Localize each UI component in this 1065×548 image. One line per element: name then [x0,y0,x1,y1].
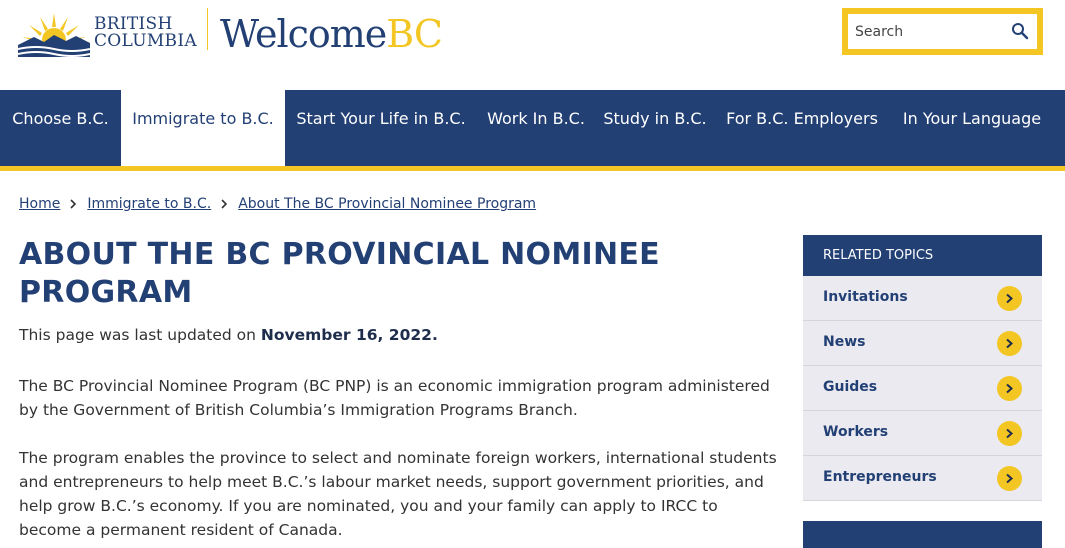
program-paragraph: The program enables the province to select and nominate foreign workers, international students and entrepreneurs to help meet B.C.’s labour market needs, support government priorities, and help grow B.C.’s economy. If you are nominated, you and your family can apply to IRCC to become a permanent resident of Canada. [19,449,777,539]
nav-item-study-in-bc[interactable]: Study in B.C. [603,109,707,128]
british-columbia-wordmark [94,16,197,50]
nav-item-choose-bc[interactable]: Choose B.C. [12,109,109,128]
chevron-right-icon [997,421,1022,446]
last-updated-prefix: This page was last updated on [19,326,261,344]
related-topic-label: Entrepreneurs [823,469,937,485]
last-updated [19,326,438,344]
sidebar-next-block [803,521,1042,548]
breadcrumb [19,196,536,212]
page-title [19,236,719,312]
search-icon[interactable] [1011,22,1029,40]
search-field-wrapper [848,14,1037,49]
nav-item-for-bc-employers[interactable]: For B.C. Employers [726,109,878,128]
chevron-right-icon [997,376,1022,401]
page-title-line1: ABOUT THE BC PROVINCIAL NOMINEE [19,237,660,272]
nav-item-work-in-bc[interactable]: Work In B.C. [487,109,585,128]
wordmark-welcome: Welcome [220,12,387,56]
related-topic-news[interactable] [803,321,1042,366]
last-updated-date: November 16, 2022. [260,326,438,344]
search-box [842,8,1043,55]
breadcrumb-home-link[interactable]: Home [19,196,61,212]
related-topic-workers[interactable] [803,411,1042,456]
site-header [0,0,1065,90]
breadcrumb-immigrate-link[interactable]: Immigrate to B.C. [87,196,212,212]
related-topic-guides[interactable] [803,366,1042,411]
chevron-right-icon [997,286,1022,311]
related-topic-label: Workers [823,424,889,440]
chevron-right-icon [997,331,1022,356]
chevron-right-icon [221,199,227,209]
logo-divider [207,8,208,50]
intro-paragraph: The BC Provincial Nominee Program (BC PNP) is an economic immigration program administered by the Government of British Columbia’s Immigration Programs Branch. [19,377,770,419]
main-nav [0,90,1065,171]
nav-item-immigrate-to-bc[interactable]: Immigrate to B.C. [121,90,285,166]
related-topic-label: Invitations [823,289,908,305]
sun-mountain-logo-icon [18,9,90,57]
related-topic-entrepreneurs[interactable] [803,456,1042,501]
nav-item-in-your-language[interactable]: In Your Language [902,109,1042,128]
nav-item-start-your-life[interactable]: Start Your Life in B.C. [296,109,466,128]
wordmark-bc: BC [386,12,443,56]
related-topic-label: News [823,334,866,350]
page-title-line2: PROGRAM [19,275,193,310]
search-input[interactable] [848,14,998,49]
breadcrumb-current-link[interactable]: About The BC Provincial Nominee Program [238,196,537,212]
related-topic-label: Guides [823,379,878,395]
wordmark-columbia: COLUMBIA [94,31,197,51]
welcomebc-wordmark [220,14,442,54]
wordmark-british: BRITISH [94,14,173,34]
bc-logo[interactable] [18,8,443,58]
related-topic-invitations[interactable] [803,276,1042,321]
related-topics-header: RELATED TOPICS [803,235,1042,276]
chevron-right-icon [997,466,1022,491]
chevron-right-icon [70,199,76,209]
